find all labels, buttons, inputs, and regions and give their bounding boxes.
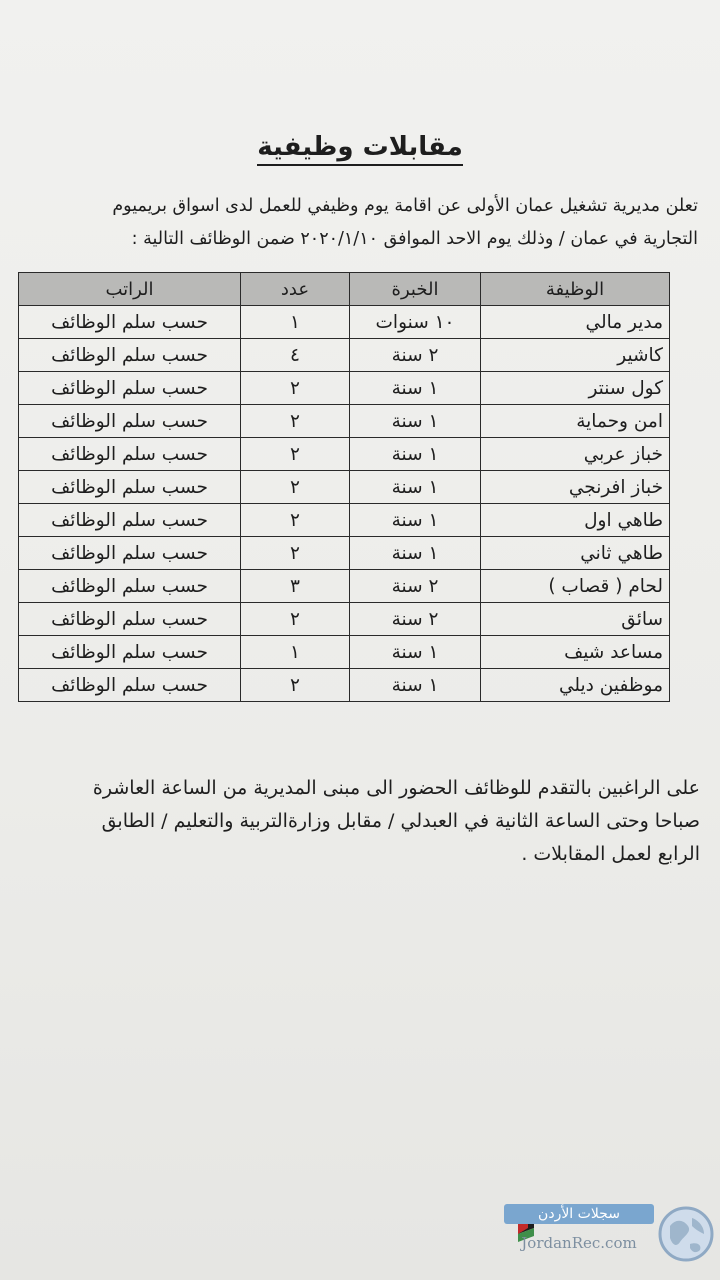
cell-salary: حسب سلم الوظائف [19,372,241,405]
outro-paragraph [0,772,700,871]
cell-experience: ١ سنة [350,669,481,702]
cell-salary: حسب سلم الوظائف [19,537,241,570]
cell-salary: حسب سلم الوظائف [19,306,241,339]
outro-line: الرابع لعمل المقابلات . [521,843,700,865]
cell-experience: ١ سنة [350,504,481,537]
header-title: الوظيفة [481,273,670,306]
cell-experience: ١ سنة [350,537,481,570]
cell-count: ٢ [241,405,350,438]
cell-title: مدير مالي [481,306,670,339]
jobs-table [18,272,670,702]
table-row [19,537,670,570]
cell-salary: حسب سلم الوظائف [19,504,241,537]
cell-title: سائق [481,603,670,636]
cell-count: ٣ [241,570,350,603]
table-row [19,372,670,405]
cell-title: طاهي ثاني [481,537,670,570]
cell-count: ١ [241,306,350,339]
cell-experience: ١ سنة [350,438,481,471]
table-header-row [19,273,670,306]
table-row [19,306,670,339]
cell-experience: ٢ سنة [350,603,481,636]
cell-salary: حسب سلم الوظائف [19,636,241,669]
intro-line: التجارية في عمان / وذلك يوم الاحد الموافق ٢٠٢٠/١/١٠ ضمن الوظائف التالية : [131,229,698,249]
cell-experience: ١ سنة [350,372,481,405]
watermark-arabic: سجلات الأردن [504,1204,654,1224]
cell-title: مساعد شيف [481,636,670,669]
table-row [19,603,670,636]
cell-salary: حسب سلم الوظائف [19,603,241,636]
cell-count: ١ [241,636,350,669]
cell-count: ٤ [241,339,350,372]
header-count: عدد [241,273,350,306]
cell-title: موظفين ديلي [481,669,670,702]
cell-salary: حسب سلم الوظائف [19,669,241,702]
cell-experience: ١ سنة [350,471,481,504]
page-title: مقابلات وظيفية [0,132,720,162]
table-row [19,570,670,603]
table-row [19,669,670,702]
cell-experience: ١ سنة [350,636,481,669]
cell-experience: ٢ سنة [350,570,481,603]
cell-count: ٢ [241,669,350,702]
intro-paragraph [18,190,698,256]
cell-count: ٢ [241,438,350,471]
cell-salary: حسب سلم الوظائف [19,570,241,603]
globe-icon [654,1196,716,1274]
table-row [19,405,670,438]
cell-count: ٢ [241,372,350,405]
cell-title: خباز عربي [481,438,670,471]
outro-line: صباحا وحتى الساعة الثانية في العبدلي / مقابل وزارةالتربية والتعليم / الطابق [101,810,700,832]
watermark-latin: JordanRec.com [521,1234,637,1252]
cell-experience: ١ سنة [350,405,481,438]
cell-experience: ١٠ سنوات [350,306,481,339]
outro-line: على الراغبين بالتقدم للوظائف الحضور الى مبنى المديرية من الساعة العاشرة [92,777,700,799]
header-salary: الراتب [19,273,241,306]
cell-title: لحام ( قصاب ) [481,570,670,603]
intro-line: تعلن مديرية تشغيل عمان الأولى عن اقامة يوم وظيفي للعمل لدى اسواق بريميوم [112,196,698,216]
cell-count: ٢ [241,537,350,570]
header-experience: الخبرة [350,273,481,306]
cell-experience: ٢ سنة [350,339,481,372]
cell-title: خباز افرنجي [481,471,670,504]
cell-title: كاشير [481,339,670,372]
cell-title: طاهي اول [481,504,670,537]
cell-title: امن وحماية [481,405,670,438]
table-row [19,636,670,669]
cell-salary: حسب سلم الوظائف [19,405,241,438]
cell-count: ٢ [241,603,350,636]
cell-salary: حسب سلم الوظائف [19,438,241,471]
cell-count: ٢ [241,471,350,504]
table-row [19,339,670,372]
cell-title: كول سنتر [481,372,670,405]
table-row [19,504,670,537]
table-row [19,438,670,471]
table-row [19,471,670,504]
cell-count: ٢ [241,504,350,537]
cell-salary: حسب سلم الوظائف [19,339,241,372]
watermark-logo [506,1196,716,1274]
cell-salary: حسب سلم الوظائف [19,471,241,504]
